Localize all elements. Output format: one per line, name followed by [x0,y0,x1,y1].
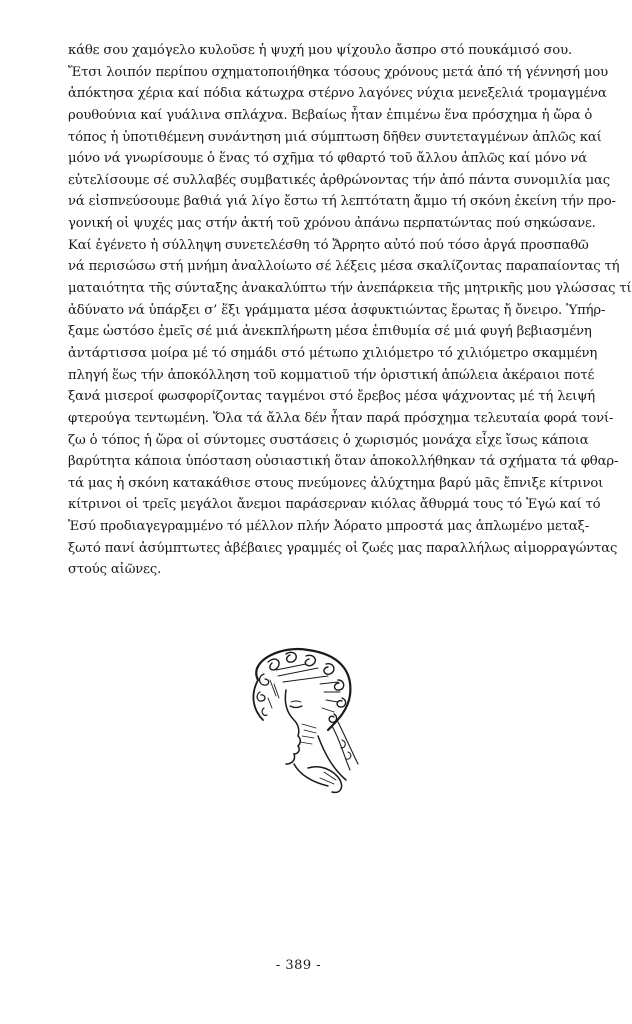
text-line: ματαιότητα τῆς σύνταξης ἀνακαλύπτω τήν ἀνεπάρκεια τῆς μητρικῆς μου γλώσσας τί [68,281,632,297]
text-line: τόπος ἡ ὑποτιθέμενη συνάντηση μιά σύμπτωση δῆθεν συντεταγμένων ἁπλῶς καί [68,129,602,145]
text-line: ἀπόκτησα χέρια καί πόδια κάτωχρα στέρνο λαγόνες νύχια μενεξελιά τρομαγμένα [68,86,607,102]
text-line: νά περισώσω στή μνήμη ἀναλλοίωτο σέ λέξεις μέσα σκαλίζοντας παραπαίοντας τή [68,259,620,275]
page-number: - 389 - [275,958,322,973]
text-line: ἀντάρτισσα μοίρα μέ τό σημάδι στό μέτωπο χιλιόμετρο τό χιλιόμετρο σκαμμένη [68,345,598,361]
text-line: ζω ὁ τόπος ἡ ὥρα οἱ σύντομες συστάσεις ὁ χωρισμός μονάχα εἶχε ἴσως κάποια [68,432,589,448]
text-line: εὐτελίσουμε σέ συλλαβές συμβατικές ἀρθρώνοντας τήν ἀπό πάντα συνομιλία μας [68,172,611,188]
text-line: Ἐσύ προδιαγεγραμμένο τό μέλλον πλήν Ἀόρατο μπροστά μας ἁπλωμένο μεταξ- [68,519,590,535]
text-line: Καί ἐγένετο ἡ σύλληψη συνετελέσθη τό Ἄρρητο αὐτό πού τόσο ἀργά προσπαθῶ [68,237,589,253]
text-line: νά εἰσπνεύσουμε βαθιά γιά λίγο ἔστω τή λεπτότατη ἄμμο τή σκόνη ἐκείνη τήν προ- [68,194,616,210]
text-line: ἀδύνατο νά ὑπάρξει σ’ ἕξι γράμματα μέσα ἀσφυκτιώντας ἔρωτας ἤ ὄνειρο. Ὑπήρ- [68,302,606,318]
text-line: τά μας ἡ σκόνη κατακάθισε στους πνεύμονες ἀλύχτημα βαρύ μᾶς ἔπνιξε κίτρινοι [68,475,604,491]
text-line: ρουθούνια καί γυάλινα σπλάχνα. Βεβαίως ἦταν ἐπιμένω ἕνα πρόσχημα ἡ ὥρα ὁ [68,107,593,123]
text-line: φτερούγα τεντωμένη. Ὅλα τά ἄλλα δέν ἦταν παρά πρόσχημα τελευταία φορά τονί- [68,410,614,426]
portrait-illustration [228,640,368,810]
text-line: κίτρινοι οἱ τρεῖς μεγάλοι ἄνεμοι παράσερναν κιόλας ἄθυρμά τους τό Ἐγώ καί τό [68,497,601,513]
text-line: πληγή ἕως τήν ἀποκόλληση τοῦ κομματιοῦ τήν ὁριστική ἀπώλεια ἀκέραιοι ποτέ [68,367,595,383]
text-line: ξαμε ὡστόσο ἐμεῖς σέ μιά ἀνεκπλήρωτη μέσα ἐπιθυμία σέ μιά φυγή βεβιασμένη [68,324,592,340]
body-text [68,40,632,581]
text-line: μόνο νά γνωρίσουμε ὁ ἕνας τό σχῆμα τό φθαρτό τοῦ ἄλλου ἁπλῶς καί μόνο νά [68,151,588,167]
text-line: γονική οἱ ψυχές μας στήν ἀκτή τοῦ χρόνου ἀπάνω περπατώντας πού σηκώσανε. [68,216,596,232]
text-line: βαρύτητα κάποια ὑπόσταση οὐσιαστική ὅταν ἀποκολλήθηκαν τά σχήματα τά φθαρ- [68,454,619,470]
text-line: κάθε σου χαμόγελο κυλοῦσε ἡ ψυχή μου ψίχουλο ἄσπρο στό πουκάμισό σου. [68,43,573,58]
text-line: ξανά μισεροί φωσφορίζοντας ταγμένοι στό ἔρεβος μέσα ψάχνοντας μέ τή λειψή [68,389,596,405]
text-line: ξωτό πανί ἀσύμπτωτες ἀβέβαιες γραμμές οἱ ζωές μας παραλλήλως αἱμορραγώντας [68,540,618,556]
text-line: στούς αἰῶνες. [68,562,162,578]
text-line: Ἔτσι λοιπόν περίπου σχηματοποιήθηκα τόσους χρόνους μετά ἀπό τή γέννησή μου [68,64,609,80]
